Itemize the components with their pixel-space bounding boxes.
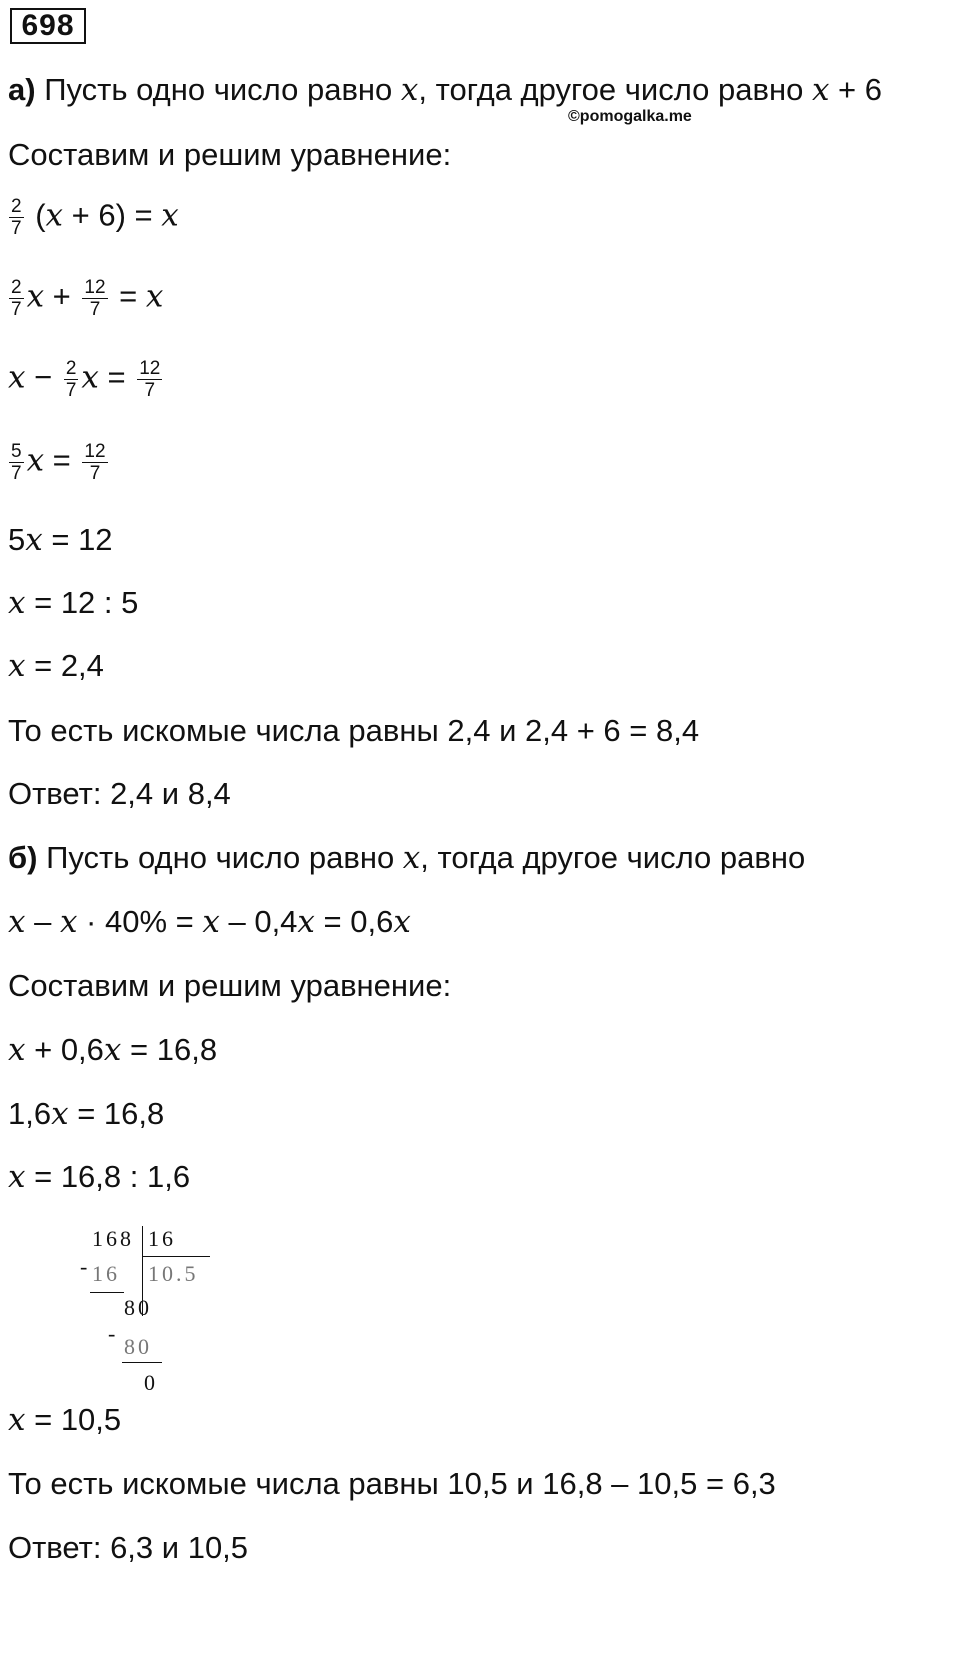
part-a-answer: Ответ: 2,4 и 8,4 [8, 776, 231, 811]
fraction: $\frac{12}{7}$ [84, 441, 106, 484]
intro-text: Пусть одно число равно [35, 72, 401, 107]
variable-x: x [400, 72, 419, 108]
part-b-equation-2: 1,6x = 16,8 [8, 1096, 165, 1132]
part-b-expression: x – x · 40% = x – 0,4x = 0,6x [8, 904, 411, 940]
part-a-equation-4: $\frac{5}{7}$ x = $\frac{12}{7}$ [11, 441, 106, 484]
fraction: $\frac{2}{7}$ [11, 277, 22, 320]
part-a-equation-2: $\frac{2}{7}$ x + $\frac{12}{7}$ = x [11, 277, 164, 320]
part-b-equation-3: x = 16,8 : 1,6 [8, 1159, 191, 1195]
first-remainder: 80 [124, 1295, 152, 1320]
part-a-equation-3: x − $\frac{2}{7}$ x = $\frac{12}{7}$ [8, 358, 161, 401]
part-b-equation-4: x = 10,5 [8, 1402, 122, 1438]
problem-number: 698 [10, 8, 86, 44]
dividend: 168 [92, 1226, 134, 1251]
part-b-intro: б) Пусть одно число равно x, тогда другое число равно [8, 840, 806, 876]
final-remainder: 0 [144, 1370, 158, 1395]
part-a-intro [8, 72, 882, 108]
part-a-label: а) [8, 72, 36, 107]
part-b-answer: Ответ: 6,3 и 10,5 [8, 1530, 249, 1565]
part-a-equation-1: $\frac{2}{7}$ (x + 6) = x [11, 196, 179, 239]
first-subtraction-line [90, 1292, 124, 1293]
part-a-conclusion: То есть искомые числа равны 2,4 и 2,4 + 6 = 8,4 [8, 713, 700, 748]
fraction: $\frac{12}{7}$ [84, 277, 106, 320]
intro-text: + 6 [829, 72, 882, 107]
divisor: 16 [148, 1226, 176, 1251]
part-b-equation-1: x + 0,6x = 16,8 [8, 1032, 218, 1068]
first-subtrahend: 16 [92, 1261, 120, 1286]
quotient: 10.5 [148, 1261, 199, 1286]
minus-sign: - [80, 1254, 91, 1279]
fraction: $\frac{5}{7}$ [11, 441, 22, 484]
second-subtrahend: 80 [124, 1334, 152, 1359]
fraction: $\frac{2}{7}$ [11, 196, 22, 239]
fraction: $\frac{2}{7}$ [65, 358, 77, 401]
part-a-equation-7: x = 2,4 [8, 648, 104, 684]
divisor-underline [142, 1256, 210, 1257]
part-b-conclusion: То есть искомые числа равны 10,5 и 16,8 – 10,5 = 6,3 [8, 1466, 776, 1501]
part-b-label: б) [8, 840, 38, 875]
intro-text: , тогда другое число равно [418, 72, 812, 107]
minus-sign: - [108, 1321, 119, 1346]
variable-x: x [811, 72, 830, 108]
second-subtraction-line [122, 1362, 162, 1363]
part-a-compose: Составим и решим уравнение: [8, 137, 452, 172]
part-b-compose: Составим и решим уравнение: [8, 968, 452, 1003]
watermark: ©pomogalka.me [568, 108, 692, 125]
part-a-equation-5: 5x = 12 [8, 522, 113, 558]
part-a-equation-6: x = 12 : 5 [8, 585, 139, 621]
fraction: $\frac{12}{7}$ [139, 358, 161, 401]
